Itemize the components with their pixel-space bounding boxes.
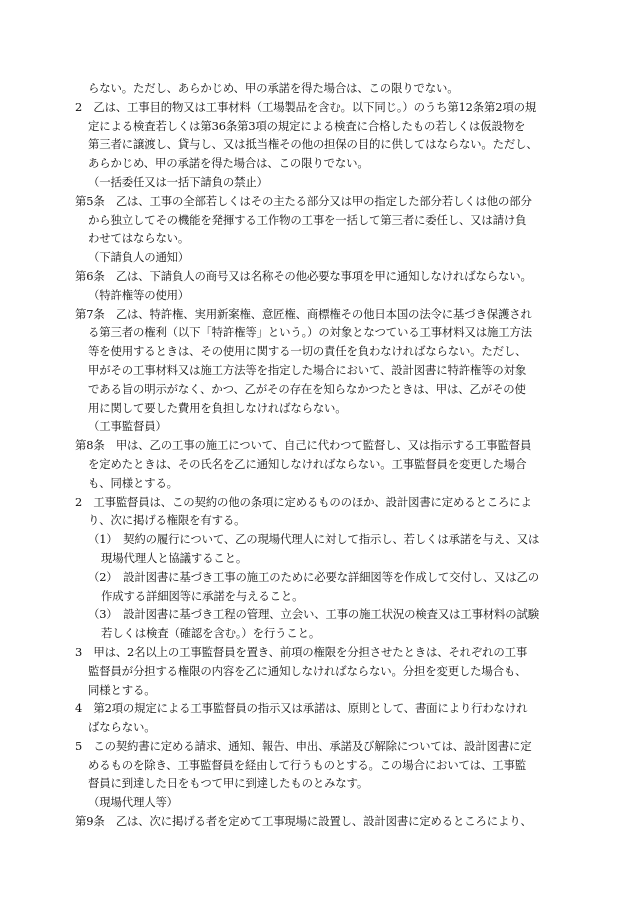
document-line: ばならない。 xyxy=(88,720,156,735)
document-line: 第5条 乙は、工事の全部若しくはその主たる部分又は甲の指定した部分若しくは他の部分 xyxy=(75,193,532,208)
document-line: 同様とする。 xyxy=(88,682,156,697)
document-line: である旨の明示がなく、かつ、乙がその存在を知らなかつたときは、甲は、乙がその使 xyxy=(88,381,526,396)
document-line: わせてはならない。 xyxy=(88,231,190,246)
document-line: （2） 設計図書に基づき工事の施工のために必要な詳細図等を作成して交付し、又は乙の xyxy=(88,569,540,584)
document-line: る第三者の権利（以下「特許権等」という。）の対象となつている工事材料又は施工方法 xyxy=(88,325,532,340)
document-body xyxy=(75,79,558,831)
document-line: 等を使用するときは、その使用に関する一切の責任を負わなければならない。ただし、 xyxy=(88,344,527,359)
document-line: 監督員が分担する権限の内容を乙に通知しなければならない。分担を変更した場合も、 xyxy=(88,663,527,678)
document-line: 第9条 乙は、次に掲げる者を定めて工事現場に設置し、設計図書に定めるところにより、 xyxy=(75,814,532,829)
document-line: 2 工事監督員は、この契約の他の条項に定めるもののほか、設計図書に定めるところによ xyxy=(75,494,532,509)
document-line: 用に関して要した費用を負担しなければならない。 xyxy=(88,400,347,415)
document-line: らない。ただし、あらかじめ、甲の承諾を得た場合は、この限りでない。 xyxy=(88,81,459,95)
document-line: めるものを除き、工事監督員を経由して行うものとする。この場合においては、工事監 xyxy=(88,757,526,772)
document-line: を定めたときは、その氏名を乙に通知しなければならない。工事監督員を変更した場合 xyxy=(88,456,527,471)
document-line: 2 乙は、工事目的物又は工事材料（工場製品を含む。以下同じ。）のうち第12条第2項の規 xyxy=(75,99,537,114)
document-line: 5 この契約書に定める請求、通知、報告、申出、承諾及び解除については、設計図書に定 xyxy=(75,738,532,753)
document-line: （現場代理人等） xyxy=(88,795,178,810)
document-line: 甲がその工事材料又は施工方法等を指定した場合において、設計図書に特許権等の対象 xyxy=(88,362,527,377)
document-line: （下請負人の通知） xyxy=(88,250,190,265)
document-line: 4 第2項の規定による工事監督員の指示又は承諾は、原則として、書面により行わなけれ xyxy=(75,701,528,716)
document-line: 督員に到達した日をもつて甲に到達したものとみなす。 xyxy=(88,776,369,791)
document-line: （特許権等の使用） xyxy=(88,287,190,302)
document-line: 第7条 乙は、特許権、実用新案権、意匠権、商標権その他日本国の法令に基づき保護され xyxy=(75,306,532,321)
document-line: 若しくは検査（確認を含む。）を行うこと。 xyxy=(101,626,321,641)
document-line: 第三者に譲渡し、貸与し、又は抵当権その他の担保の目的に供してはならない。ただし、 xyxy=(88,137,538,152)
document-line: 作成する詳細図等に承諾を与えること。 xyxy=(101,588,304,603)
document-line: （3） 設計図書に基づき工程の管理、立会い、工事の施工状況の検査又は工事材料の試験 xyxy=(88,607,540,622)
document-line: あらかじめ、甲の承諾を得た場合は、この限りでない。 xyxy=(88,156,369,171)
document-line: 3 甲は、2名以上の工事監督員を置き、前項の権限を分担させたときは、それぞれの工事 xyxy=(75,644,528,659)
document-line: 第6条 乙は、下請負人の商号又は名称その他必要な事項を甲に通知しなければならない。 xyxy=(75,268,532,283)
document-line: 現場代理人と協議すること。 xyxy=(101,550,248,565)
document-line: から独立してその機能を発揮する工作物の工事を一括して第三者に委任し、又は請け負 xyxy=(88,212,527,227)
document-line: 第8条 甲は、乙の工事の施工について、自己に代わつて監督し、又は指示する工事監督員 xyxy=(75,438,532,453)
document-line: （工事監督員） xyxy=(88,419,167,434)
document-line: （一括委任又は一括下請負の禁止） xyxy=(88,174,268,189)
document-line: も、同様とする。 xyxy=(88,475,178,490)
document-line: 定による検査若しくは第36条第3項の規定による検査に合格したもの若しくは仮設物を xyxy=(88,118,526,133)
document-line: （1） 契約の履行について、乙の現場代理人に対して指示し、若しくは承諾を与え、又は xyxy=(88,532,540,547)
document-line: り、次に掲げる権限を有する。 xyxy=(88,513,246,528)
